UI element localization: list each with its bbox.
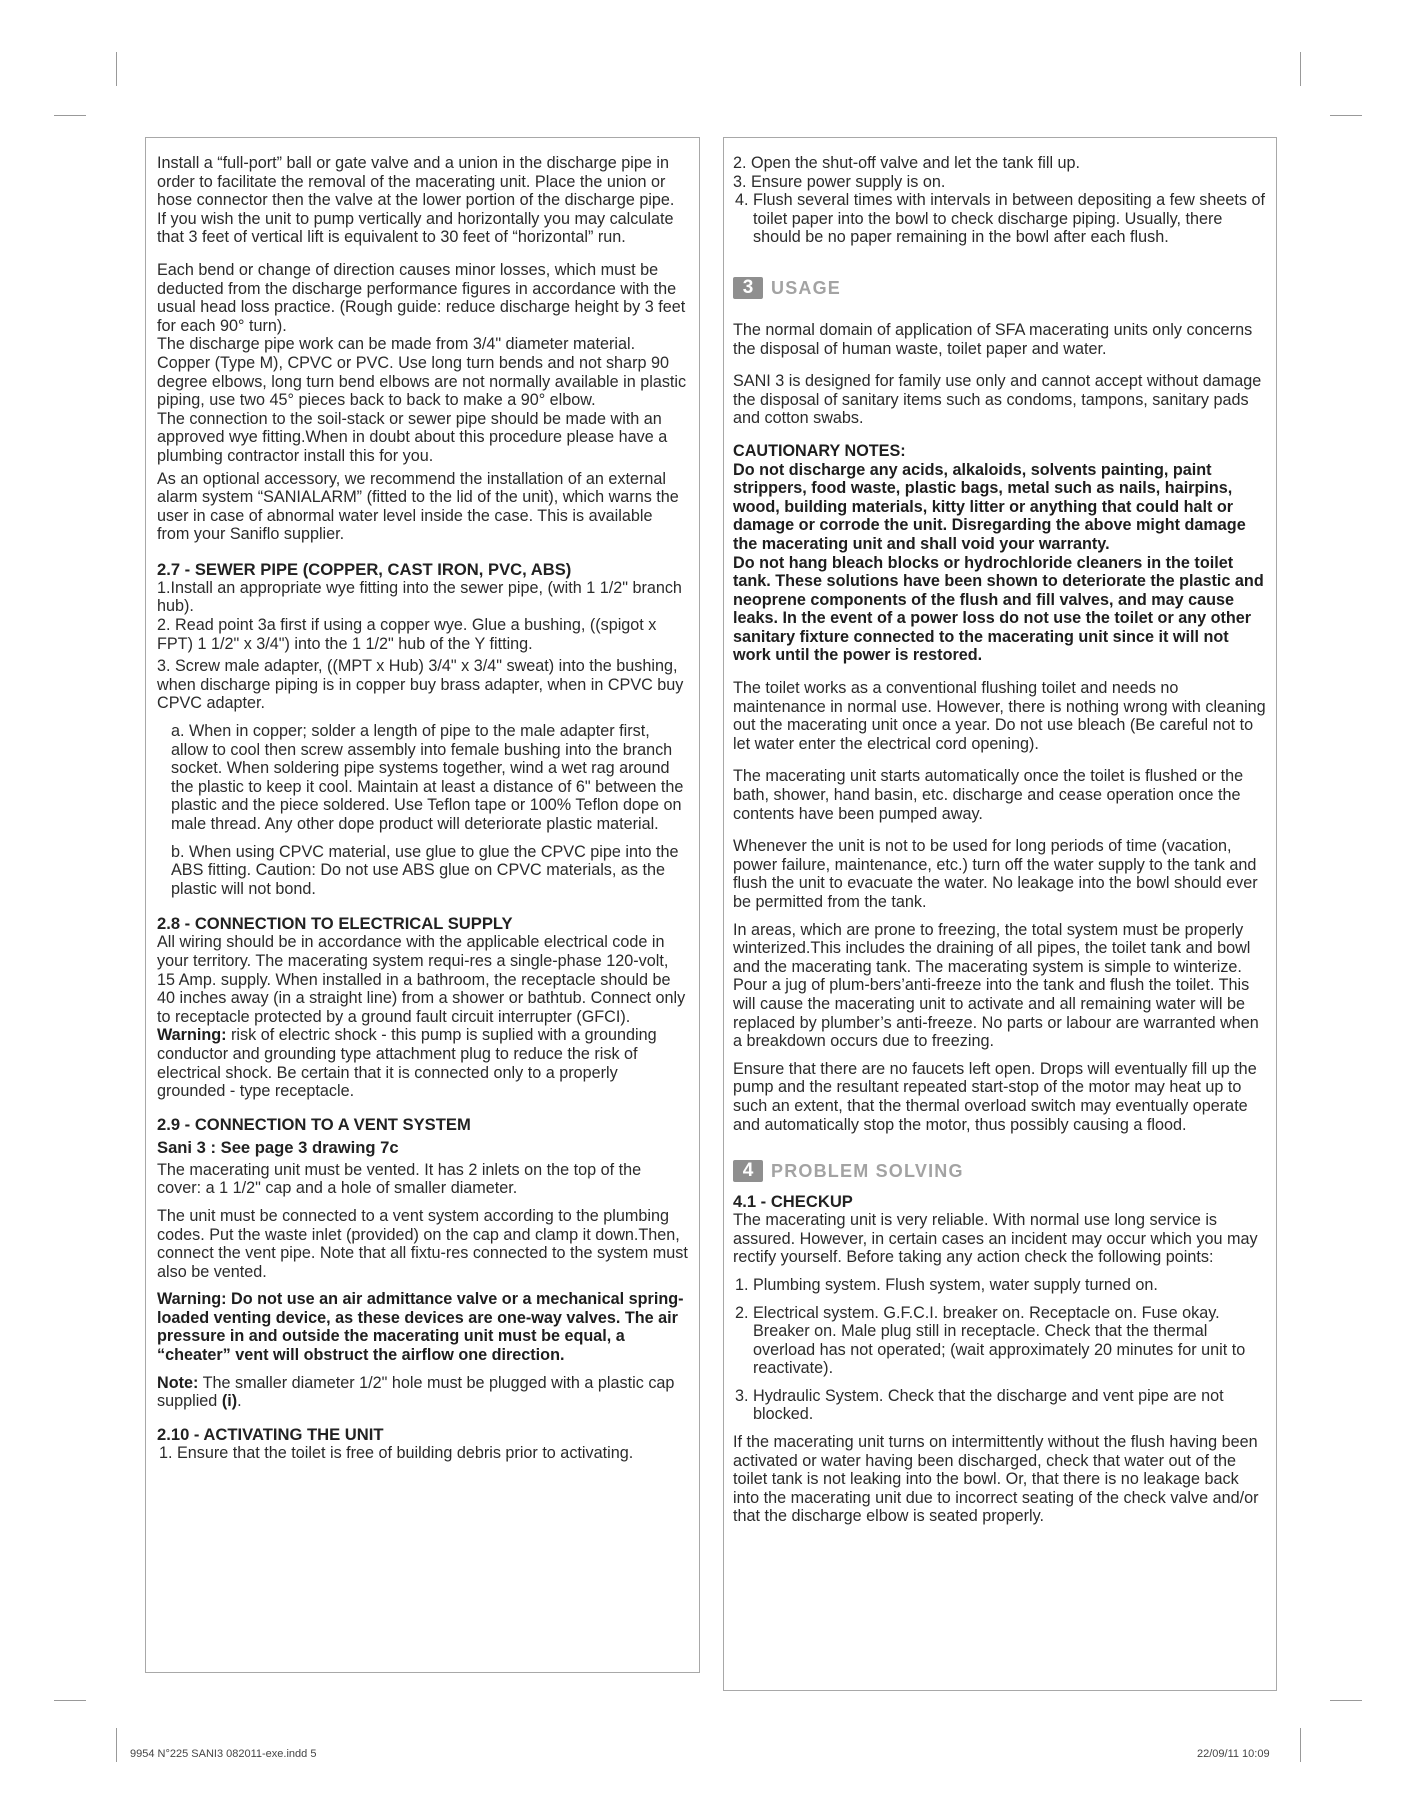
vent-warning: Warning: Do not use an air admittance valve or a mechanical spring-loaded venting device, as these devices are one-way valves. The air pressure in and outside the macerating unit must be equal, a “cheater” vent will obstruct the airflow one direction. <box>157 1290 684 1365</box>
paragraph: The macerating unit must be vented. It has 2 inlets on the top of the cover: a 1 1/2" cap and a hole of smaller diameter. <box>157 1160 642 1198</box>
note-text: The smaller diameter 1/2" hole must be plugged with a plastic cap supplied <box>157 1373 675 1411</box>
section-2-8-heading: 2.8 - CONNECTION TO ELECTRICAL SUPPLY <box>157 914 513 934</box>
section-2-9-heading: 2.9 - CONNECTION TO A VENT SYSTEM <box>157 1114 471 1134</box>
section-2-7-heading: 2.7 - SEWER PIPE (COPPER, CAST IRON, PVC, ABS) <box>157 559 572 579</box>
section-4-header <box>733 1158 1266 1184</box>
paragraph: All wiring should be in accordance with the applicable electrical code in your territory. The macerating system requi-res a single-phase 120-volt, 15 Amp. supply. When installed in a bathroom, the receptacle should be 40 inches away (in a straight line) from a shower or bathtub. Connect only to receptacle protected by a ground fault circuit interrupter (GFCI). <box>157 933 686 1026</box>
section-2-10-heading: 2.10 - ACTIVATING THE UNIT <box>157 1424 384 1444</box>
paragraph: The unit must be connected to a vent system according to the plumbing codes. Put the waste inlet (provided) on the cap and clamp it down.Then, connect the vent pipe. Note that all fixtu-res connected to the system must also be vented. <box>157 1206 688 1281</box>
list-item: 2. Open the shut-off valve and let the tank fill up. <box>733 154 1081 172</box>
paragraph: a. When in copper; solder a length of pipe to the male adapter first, allow to cool then screw assembly into female bushing into the branch socket. When soldering pipe systems together, wind a wet rag around the plastic to keep it cool. Maintain at least a distance of 6" between the plastic and the piece soldered. Use Teflon tape or 100% Teflon dope on male thread. Any other dope product will deteriorate plastic material. <box>171 722 684 833</box>
crop-mark <box>116 1728 117 1762</box>
crop-mark <box>1300 52 1301 86</box>
section-title: PROBLEM SOLVING <box>771 1160 964 1181</box>
paragraph: The macerating unit starts automatically once the toilet is flushed or the bath, shower, hand basin, etc. discharge and cease operation once the contents have been pumped away. <box>733 767 1244 823</box>
footer-timestamp: 22/09/11 10:09 <box>1197 1748 1270 1760</box>
paragraph: 3. Screw male adapter, ((MPT x Hub) 3/4" x 3/4" sweat) into the bushing, when discharge piping is in copper buy brass adapter, when in CPVC buy CPVC adapter. <box>157 657 684 713</box>
list-item: 4. Flush several times with intervals in between depositing a few sheets of toilet paper into the bowl to check discharge piping. Usually, there should be no paper remaining in the bowl after each flush. <box>735 191 1265 247</box>
paragraph: Whenever the unit is not to be used for long periods of time (vacation, power failure, maintenance, etc.) turn off the water supply to the tank and flush the unit to evacuate the water. No leakage into the bowl should ever be permitted from the tank. <box>733 837 1258 911</box>
paragraph: The normal domain of application of SFA macerating units only concerns the disposal of human waste, toilet paper and water. <box>733 320 1253 358</box>
cautionary-heading: CAUTIONARY NOTES: <box>733 441 906 460</box>
paragraph: SANI 3 is designed for family use only and cannot accept without damage the disposal of sanitary items such as condoms, tampons, sanitary pads and cotton swabs. <box>733 372 1262 428</box>
list-item: 2. Electrical system. G.F.C.I. breaker on. Receptacle on. Fuse okay. Breaker on. Male plug still in receptacle. Check that the thermal overload has not operated; (wait approximately 20 minutes for unit to reactivate). <box>735 1303 1246 1378</box>
cautionary-note: Do not hang bleach blocks or hydrochloride cleaners in the toilet tank. These solutions have been shown to deteriorate the plastic and neoprene components of the flush and fill valves, and may cause leaks. In the event of a power loss do not use the toilet or any other sanitary fixture connected to the macerating unit since it will not work until the power is restored. <box>733 553 1264 665</box>
list-item: 1. Ensure that the toilet is free of building debris prior to activating. <box>159 1443 634 1462</box>
paragraph: As an optional accessory, we recommend the installation of an external alarm system “SANIALARM” (fitted to the lid of the unit), which warns the user in case of abnormal water level inside the case. This is available from your Saniflo supplier. <box>157 469 679 544</box>
note-ref: (i) <box>221 1392 238 1411</box>
section-3-header <box>733 275 1266 301</box>
crop-mark <box>1330 115 1362 116</box>
paragraph: Install a “full-port” ball or gate valve and a union in the discharge pipe in order to facilitate the removal of the macerating unit. Place the union or hose connector then the valve at the lower portion of the discharge pipe. <box>157 154 675 210</box>
paragraph: b. When using CPVC material, use glue to glue the CPVC pipe into the ABS fitting. Caution: Do not use ABS glue on CPVC materials, as the plastic will not bond. <box>171 842 679 898</box>
paragraph: Ensure that there are no faucets left open. Drops will eventually fill up the pump and the resultant repeated start-stop of the motor may heat up to such an extent, that the thermal overload switch may eventually operate and automatically stop the motor, thus possibly causing a flood. <box>733 1059 1257 1134</box>
crop-mark <box>54 115 86 116</box>
crop-mark <box>54 1700 86 1701</box>
paragraph <box>157 1374 689 1411</box>
section-number-badge: 3 <box>733 277 763 299</box>
section-2-9-subheading: Sani 3 : See page 3 drawing 7c <box>157 1137 399 1157</box>
paragraph: In areas, which are prone to freezing, the total system must be properly winterized.This includes the draining of all pipes, the toilet tank and bowl and the macerating tank. The macerating system is simple to winterize. Pour a jug of plum-bers’anti-freeze into the tank and flush the toilet. This will cause the macerating unit to activate and all remaining water will be replaced by plumber’s anti-freeze. No parts or labour are warranted when a breakdown occurs due to freezing. <box>733 920 1259 1051</box>
paragraph: If the macerating unit turns on intermittently without the flush having been activated or water having been discharged, check that water out of the toilet tank is not leaking into the bowl. Or, that there is no leakage back into the macerating unit due to incorrect seating of the check valve and/or that the discharge elbow is seated properly. <box>733 1433 1259 1526</box>
left-column <box>145 137 700 1673</box>
section-number-badge: 4 <box>733 1160 763 1182</box>
crop-mark <box>1300 1728 1301 1762</box>
warning-text: risk of electric shock - this pump is suplied with a grounding conductor and grounding type attachment plug to reduce the risk of electrical shock. Be certain that it is connected only to a properly grounded - type receptacle. <box>157 1026 657 1101</box>
cautionary-note: Do not discharge any acids, alkaloids, solvents painting, paint strippers, food waste, plastic bags, metal such as nails, hairpins, wood, building materials, kitty litter or anything that could halt or damage or corrode the unit. Disregarding the above might damage the macerating unit and shall void your warranty. <box>733 460 1246 553</box>
paragraph: Each bend or change of direction causes minor losses, which must be deducted from the discharge performance figures in accordance with the usual head loss practice. (Rough guide: reduce discharge height by 3 feet for each 90° turn). <box>157 260 686 335</box>
paragraph: 1.Install an appropriate wye fitting into the sewer pipe, (with 1 1/2" branch hub). <box>157 578 682 616</box>
list-item: 3. Hydraulic System. Check that the discharge and vent pipe are not blocked. <box>735 1386 1224 1424</box>
paragraph: If you wish the unit to pump vertically and horizontally you may calculate that 3 feet of vertical lift is equivalent to 30 feet of “horizontal” run. <box>157 209 674 247</box>
paragraph: 2. Read point 3a first if using a copper wye. Glue a bushing, ((spigot x FPT) 1 1/2" x 3/4") into the 1 1/2" hub of the Y fitting. <box>157 616 657 653</box>
paragraph <box>157 1026 689 1100</box>
warning-label: Warning: <box>157 1026 227 1045</box>
crop-mark <box>1330 1700 1362 1701</box>
paragraph: The toilet works as a conventional flushing toilet and needs no maintenance in normal use. However, there is nothing wrong with cleaning out the macerating unit once a year. Do not use bleach (Be careful not to let water enter the electrical cord opening). <box>733 679 1266 753</box>
note-end: . <box>237 1392 242 1411</box>
list-item: 1. Plumbing system. Flush system, water supply turned on. <box>735 1275 1158 1294</box>
list-item: 3. Ensure power supply is on. <box>733 172 946 191</box>
crop-mark <box>116 52 117 86</box>
paragraph: The connection to the soil-stack or sewer pipe should be made with an approved wye fitting.When in doubt about this procedure please have a plumbing contractor install this for you. <box>157 409 668 465</box>
paragraph: The macerating unit is very reliable. With normal use long service is assured. However, in certain cases an incident may occur which you may rectify yourself. Before taking any action check the following points: <box>733 1211 1258 1267</box>
section-title: USAGE <box>771 277 842 298</box>
right-column <box>723 137 1277 1691</box>
section-4-1-heading: 4.1 - CHECKUP <box>733 1192 853 1212</box>
footer-file-info: 9954 N°225 SANI3 082011-exe.indd 5 <box>130 1748 317 1760</box>
note-label: Note: <box>157 1373 199 1392</box>
paragraph: The discharge pipe work can be made from 3/4" diameter material. Copper (Type M), CPVC or PVC. Use long turn bends and not sharp 90 degree elbows, long turn bend elbows are not normally available in plastic piping, use two 45° pieces back to back to make a 90° elbow. <box>157 335 687 410</box>
